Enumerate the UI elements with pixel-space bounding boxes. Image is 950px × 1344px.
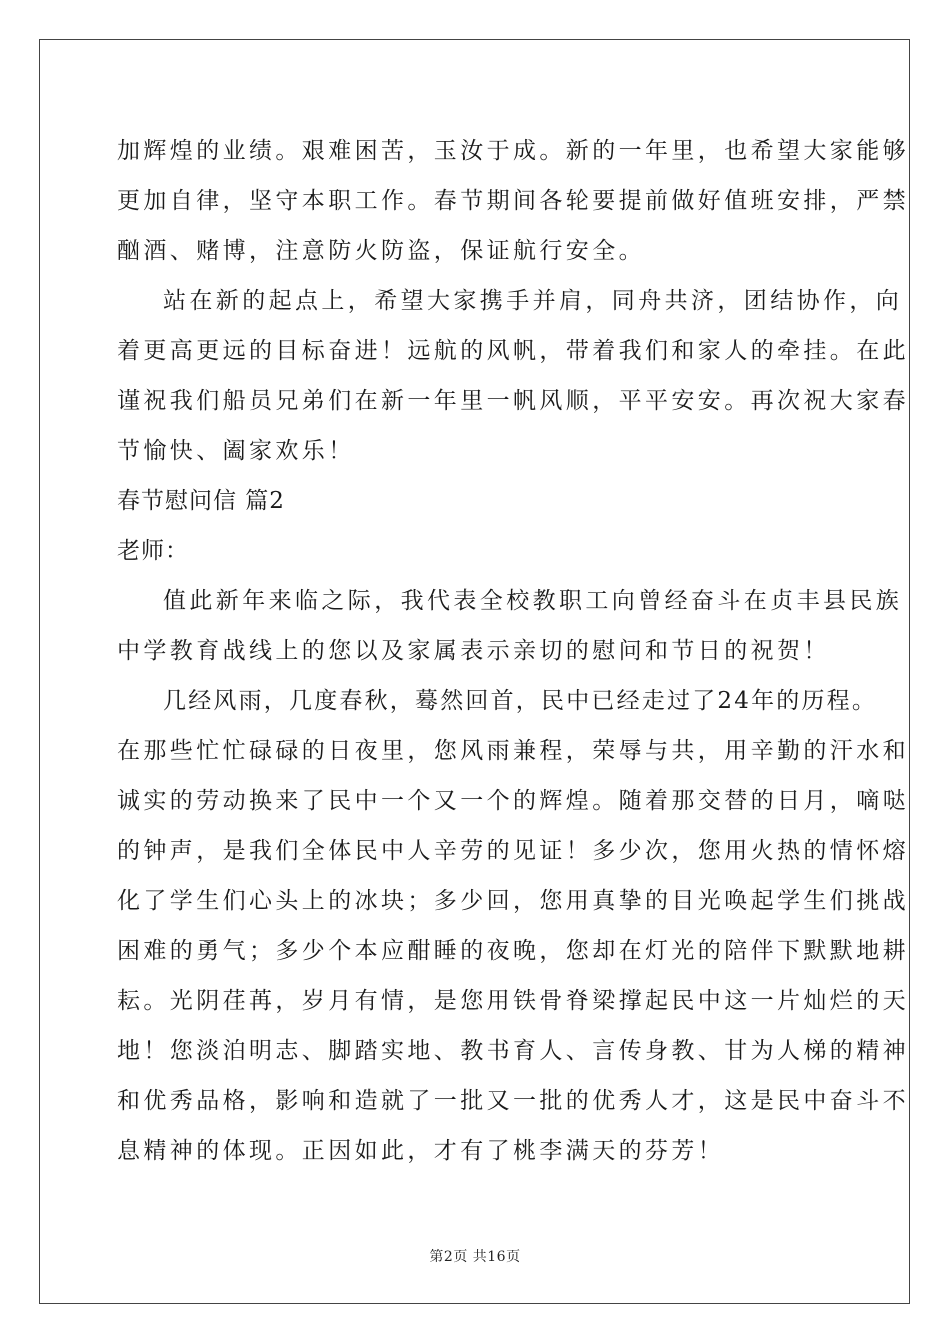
text-line: 地！您淡泊明志、脚踏实地、教书育人、言传身教、甘为人梯的精神 xyxy=(117,1038,909,1064)
text-line: 在那些忙忙碌碌的日夜里，您风雨兼程，荣辱与共，用辛勤的汗水和 xyxy=(117,738,909,764)
text-line: 更加自律，坚守本职工作。春节期间各轮要提前做好值班安排，严禁 xyxy=(117,188,909,214)
text-line: 中学教育战线上的您以及家属表示亲切的慰问和节日的祝贺！ xyxy=(117,638,830,664)
page-number-footer: 第2页 共16页 xyxy=(429,1249,521,1265)
paragraph-start: 几经风雨，几度春秋，蓦然回首，民中已经走过了24年的历程。 xyxy=(163,688,878,714)
text-line: 谨祝我们船员兄弟们在新一年里一帆风顺，平平安安。再次祝大家春 xyxy=(117,388,909,414)
section-heading: 春节慰问信 篇2 xyxy=(117,488,285,514)
salutation: 老师： xyxy=(117,538,189,564)
paragraph-start: 站在新的起点上，希望大家携手并肩，同舟共济，团结协作，向 xyxy=(163,288,903,314)
text-line: 的钟声，是我们全体民中人辛劳的见证！多少次，您用火热的情怀熔 xyxy=(117,838,909,864)
text-line: 息精神的体现。正因如此，才有了桃李满天的芬芳！ xyxy=(117,1138,725,1164)
text-line: 酗酒、赌博，注意防火防盗，保证航行安全。 xyxy=(117,238,645,264)
text-line: 耘。光阴荏苒，岁月有情，是您用铁骨脊梁撑起民中这一片灿烂的天 xyxy=(117,988,909,1014)
text-line: 加辉煌的业绩。艰难困苦，玉汝于成。新的一年里，也希望大家能够 xyxy=(117,138,909,164)
text-line: 和优秀品格，影响和造就了一批又一批的优秀人才，这是民中奋斗不 xyxy=(117,1088,909,1114)
text-line: 化了学生们心头上的冰块；多少回，您用真挚的目光唤起学生们挑战 xyxy=(117,888,909,914)
text-line: 着更高更远的目标奋进！远航的风帆，带着我们和家人的牵挂。在此 xyxy=(117,338,909,364)
text-line: 困难的勇气；多少个本应酣睡的夜晚，您却在灯光的陪伴下默默地耕 xyxy=(117,938,909,964)
text-line: 诚实的劳动换来了民中一个又一个的辉煌。随着那交替的日月，嘀哒 xyxy=(117,788,909,814)
paragraph-start: 值此新年来临之际，我代表全校教职工向曾经奋斗在贞丰县民族 xyxy=(163,588,903,614)
text-line: 节愉快、阖家欢乐！ xyxy=(117,438,355,464)
